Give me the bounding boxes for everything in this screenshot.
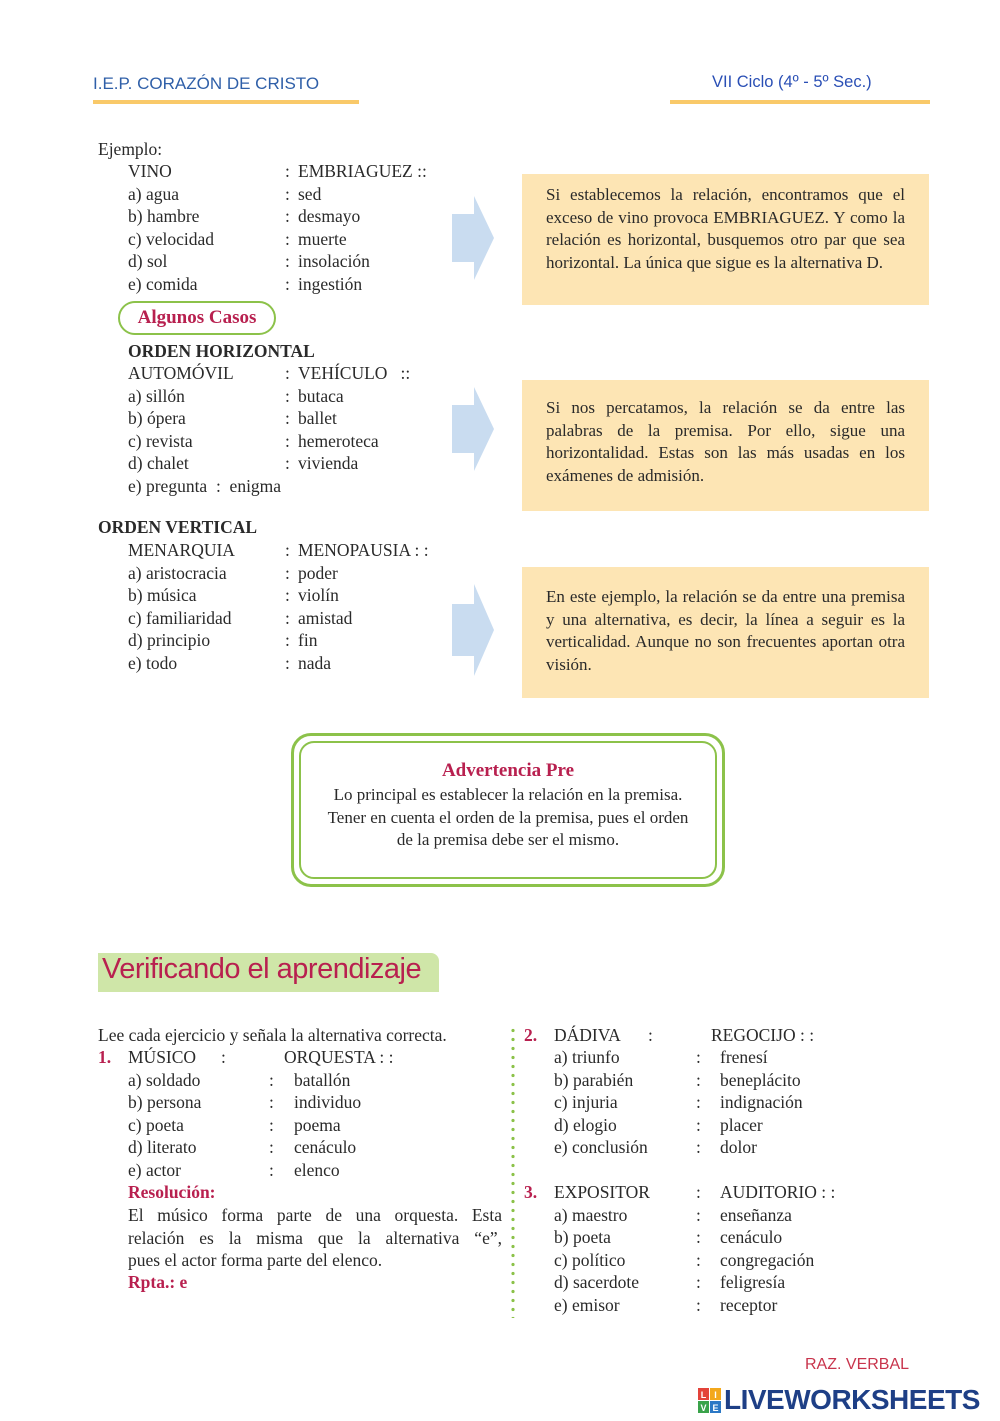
q3-option: a) maestro : enseñanza [554, 1205, 792, 1225]
horizontal-option: b) ópera : ballet [128, 408, 337, 428]
arrow-right-icon [452, 196, 496, 280]
q2-option: c) injuria : indignación [554, 1092, 803, 1112]
horizontal-option: c) revista : hemeroteca [128, 431, 379, 451]
example-note: Si establecemos la relación, encontramos que el exceso de vino provoca EMBRIAGUEZ. Y como la relación es horizontal, busquemos otro par que sea horizontal. La única que sigue es la alternativa D. [522, 174, 929, 305]
vertical-option: a) aristocracia : poder [128, 563, 338, 583]
school-name: I.E.P. CORAZÓN DE CRISTO [93, 74, 320, 93]
q1-option: b) persona : individuo [128, 1092, 362, 1112]
warning-title: Advertencia Pre [441, 760, 575, 781]
example-option: d) sol : insolación [128, 251, 370, 271]
badge-letter-i: I [714, 1390, 717, 1400]
q3-option: b) poeta : cenáculo [554, 1227, 783, 1247]
liveworksheets-badge-icon [698, 1388, 722, 1414]
badge-letter-v: V [700, 1403, 707, 1413]
example-option: b) hambre : desmayo [128, 206, 361, 226]
premise-sep: : [285, 161, 290, 181]
horizontal-option: d) chalet : vivienda [128, 453, 359, 473]
example-label: Ejemplo: [98, 139, 163, 159]
q1-option: c) poeta : poema [128, 1115, 341, 1135]
q1-option: d) literato : cenáculo [128, 1137, 357, 1157]
horizontal-option-last: e) pregunta : enigma [128, 476, 282, 496]
badge-letter-e: E [712, 1403, 719, 1413]
example-option: e) comida : ingestión [128, 274, 363, 294]
badge-letter-l: L [700, 1390, 707, 1400]
vertical-option: c) familiaridad : amistad [128, 608, 353, 628]
header-rule-left [93, 100, 359, 104]
instruction: Lee cada ejercicio y señala la alternativa correcta. [98, 1025, 447, 1045]
horizontal-premise: AUTOMÓVIL : VEHÍCULO :: [128, 363, 411, 383]
vertical-option: b) música : violín [128, 585, 339, 605]
q1-premise: 1. MÚSICO : ORQUESTA : : [98, 1047, 394, 1067]
arrow-right-icon [452, 584, 496, 676]
q2-option: a) triunfo : frenesí [554, 1047, 768, 1067]
q2-option: d) elogio : placer [554, 1115, 763, 1135]
q2-premise: 2. DÁDIVA : REGOCIJO : : [524, 1025, 815, 1045]
column-divider [511, 1026, 515, 1318]
vertical-option: e) todo : nada [128, 653, 332, 673]
premise-right: EMBRIAGUEZ :: [298, 161, 427, 181]
q1-option: e) actor : elenco [128, 1160, 340, 1180]
example-option: a) agua : sed [128, 184, 322, 204]
header-rule-right [670, 100, 930, 104]
horizontal-note: Si nos percatamos, la relación se da entre las palabras de la premisa. Por ello, sigue una horizontalidad. Estas son las más usadas en los exámenes de admisión. [522, 380, 929, 511]
vertical-heading: ORDEN VERTICAL [98, 517, 258, 537]
vertical-premise: MENARQUIA : MENOPAUSIA : : [128, 540, 429, 560]
q2-option: e) conclusión : dolor [554, 1137, 757, 1157]
q3-option: c) político : congregación [554, 1250, 815, 1270]
subject-label: RAZ. VERBAL [805, 1356, 910, 1373]
horizontal-option: a) sillón : butaca [128, 386, 344, 406]
horizontal-heading: ORDEN HORIZONTAL [128, 341, 315, 361]
cases-title: Algunos Casos [118, 301, 276, 335]
q2-option: b) parabién : beneplácito [554, 1070, 801, 1090]
q3-option: d) sacerdote : feligresía [554, 1272, 786, 1292]
vertical-note: En este ejemplo, la relación se da entre una premisa y una alternativa, es decir, la línea a seguir es la verticalidad. Aunque no son frecuentes aportan otra visión. [522, 567, 929, 698]
answer: Rpta.: e [128, 1272, 188, 1292]
q1-option: a) soldado : batallón [128, 1070, 351, 1090]
warning-text: Lo principal es establecer la relación en la premisa. Tener en cuenta el orden de la premisa, pues el orden de la premisa debe ser el mismo. [327, 785, 689, 849]
cycle-label: VII Ciclo (4º - 5º Sec.) [712, 73, 872, 91]
q3-premise: 3. EXPOSITOR : AUDITORIO : : [524, 1182, 836, 1202]
vertical-option: d) principio : fin [128, 630, 318, 650]
arrow-right-icon [452, 387, 496, 471]
example-option: c) velocidad : muerte [128, 229, 347, 249]
brand-name[interactable]: LIVEWORKSHEETS [724, 1384, 980, 1415]
premise-left: VINO [128, 161, 172, 181]
section-title: Verificando el aprendizaje [102, 953, 422, 985]
example-premise [128, 160, 427, 183]
resolution-label: Resolución: [128, 1182, 216, 1202]
q3-option: e) emisor : receptor [554, 1295, 778, 1315]
resolution-text: El músico forma parte de una orquesta. Esta relación es la misma que la alternativa “e”, pues el actor forma parte del elenco. [128, 1205, 502, 1270]
